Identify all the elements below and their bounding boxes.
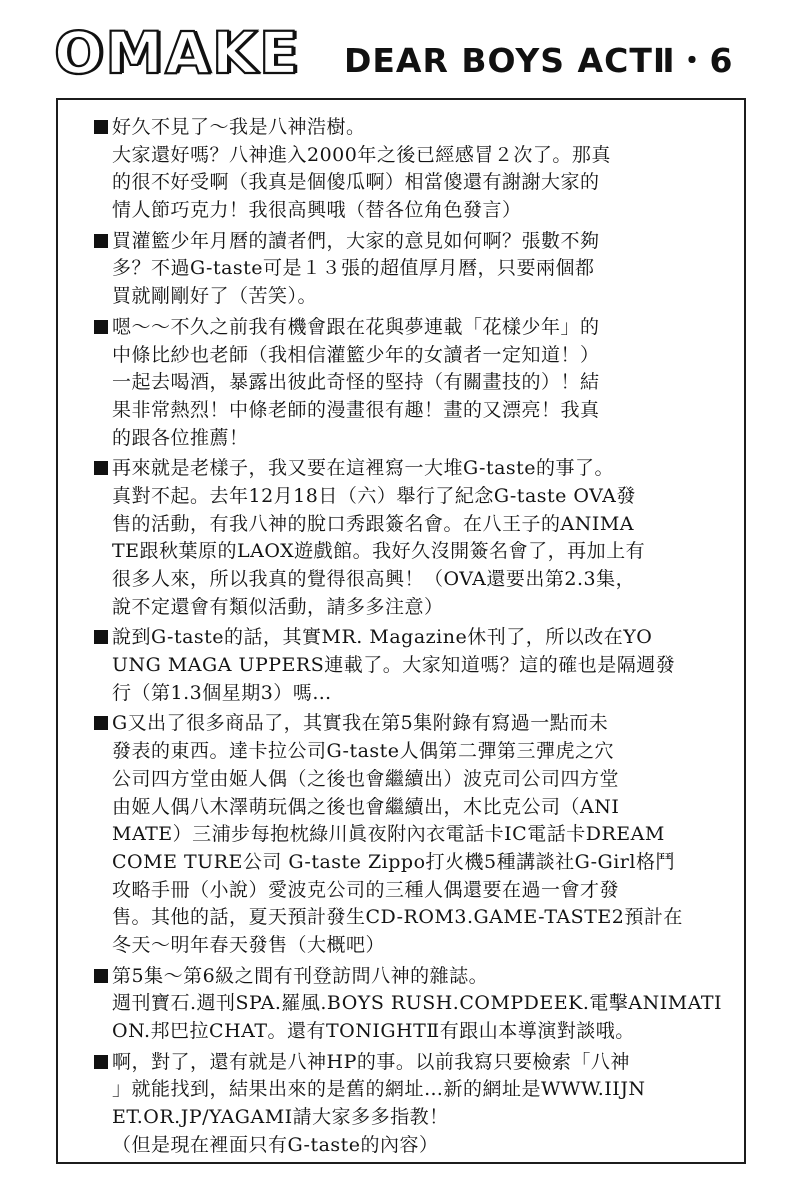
note-line — [94, 397, 734, 425]
note-text: 說不定還會有類似活動，請多多注意） — [112, 595, 444, 618]
note-text: ON.邦巴拉CHAT。還有TONIGHTⅡ有跟山本導演對談哦。 — [112, 1020, 635, 1042]
note-text: 由姬人偶八木澤萌玩偶之後也會繼續出，木比克公司（ANI — [112, 795, 620, 818]
note-line — [94, 1076, 734, 1104]
note-text: 果非常熱烈！中條老師的漫畫很有趣！畫的又漂亮！我真 — [112, 398, 600, 421]
note-line — [94, 197, 734, 225]
note-line — [94, 1132, 734, 1160]
afterword-panel — [56, 98, 746, 1164]
note-line — [94, 766, 734, 794]
note-text: 的跟各位推薦！ — [112, 426, 249, 449]
note-text: 大家還好嗎？八神進入2000年之後已經感冒２次了。那真 — [112, 143, 611, 166]
note-text: 啊，對了，還有就是八神HP的事。以前我寫只要檢索「八神 — [112, 1050, 630, 1073]
note-line — [94, 283, 734, 311]
note-text: 說到G-taste的話，其實MR. Magazine休刊了，所以改在YO — [112, 626, 653, 649]
note-line — [94, 849, 734, 877]
omake-logo: OMAKE — [54, 19, 301, 87]
note-first-line — [94, 963, 734, 991]
note-item — [94, 114, 734, 225]
note-item — [94, 228, 734, 311]
note-text: 售。其他的話，夏天預計發生CD-ROM3.GAME-TASTE2預計在 — [112, 906, 683, 929]
note-text: MATE）三浦步每抱枕綠川眞夜附內衣電話卡IC電話卡DREAM — [112, 823, 665, 846]
note-line — [94, 342, 734, 370]
note-line — [94, 1018, 734, 1046]
series-title: DEAR BOYS ACTⅡ・6 — [344, 41, 734, 80]
note-text: 」就能找到，結果出來的是舊的網址…新的網址是WWW.IIJN — [112, 1078, 646, 1101]
note-text: UNG MAGA UPPERS連載了。大家知道嗎？這的確也是隔週發 — [112, 654, 676, 677]
note-text: 好久不見了～我是八神浩樹。 — [112, 116, 366, 138]
square-bullet-icon — [94, 461, 108, 475]
note-text: COME TURE公司 G-taste Zippo打火機5種講談社G-Girl格鬥 — [112, 850, 675, 873]
note-text: 發表的東西。達卡拉公司G-taste人偶第二彈第三彈虎之穴 — [112, 740, 615, 763]
note-text: 攻略手冊（小說）愛波克公司的三種人偶還要在過一會才發 — [112, 878, 620, 901]
note-text: G又出了很多商品了，其實我在第5集附錄有寫過一點而未 — [112, 712, 609, 735]
note-text: 中條比紗也老師（我相信灌籃少年的女讀者一定知道！） — [112, 343, 600, 366]
note-line — [94, 594, 734, 622]
note-text: 週刊寶石.週刊SPA.羅風.BOYS RUSH.COMPDEEK.電擊ANIMATI — [112, 992, 723, 1015]
note-line — [94, 738, 734, 766]
note-line — [94, 680, 734, 708]
note-line — [94, 425, 734, 453]
note-text: 行（第1.3個星期3）嗎… — [112, 681, 332, 704]
note-item — [94, 314, 734, 452]
page-header — [0, 0, 800, 92]
note-text: 情人節巧克力！我很高興哦（替各位角色發言） — [112, 199, 522, 222]
note-line — [94, 652, 734, 680]
note-line — [94, 1104, 734, 1132]
note-line — [94, 369, 734, 397]
note-line — [94, 255, 734, 283]
note-first-line — [94, 1049, 734, 1077]
note-text: 第5集～第6級之間有刊登訪問八神的雜誌。 — [112, 964, 489, 987]
note-text: 多？不過G-taste可是１３張的超值厚月曆，只要兩個都 — [112, 257, 595, 280]
note-text: 買灌籃少年月曆的讀者們，大家的意見如何啊？張數不夠 — [112, 229, 600, 252]
note-line — [94, 566, 734, 594]
note-line — [94, 511, 734, 539]
note-first-line — [94, 228, 734, 256]
note-line — [94, 877, 734, 905]
note-text: ET.OR.JP/YAGAMI請大家多多指教！ — [112, 1106, 449, 1129]
note-line — [94, 990, 734, 1018]
note-text: 公司四方堂由姬人偶（之後也會繼續出）波克司公司四方堂 — [112, 767, 620, 790]
note-first-line — [94, 114, 734, 142]
note-text: 冬天～明年春天發售（大概吧） — [112, 933, 386, 956]
square-bullet-icon — [94, 716, 108, 730]
note-first-line — [94, 624, 734, 652]
afterword-notes — [94, 114, 734, 1162]
note-text: 嗯～～不久之前我有機會跟在花與夢連載「花樣少年」的 — [112, 315, 600, 338]
note-text: （但是現在裡面只有G-taste的內容） — [112, 1133, 439, 1156]
square-bullet-icon — [94, 630, 108, 644]
note-text: 的很不好受啊（我真是個傻瓜啊）相當傻還有謝謝大家的 — [112, 171, 600, 194]
note-text: 買就剛剛好了（苦笑）。 — [112, 285, 318, 308]
note-text: 售的活動，有我八神的脫口秀跟簽名會。在八王子的ANIMA — [112, 512, 635, 535]
note-line — [94, 538, 734, 566]
note-first-line — [94, 455, 734, 483]
note-first-line — [94, 710, 734, 738]
note-item — [94, 455, 734, 621]
note-first-line — [94, 314, 734, 342]
square-bullet-icon — [94, 320, 108, 334]
note-item — [94, 624, 734, 707]
square-bullet-icon — [94, 234, 108, 248]
note-item — [94, 710, 734, 959]
note-line — [94, 483, 734, 511]
note-line — [94, 794, 734, 822]
note-line — [94, 142, 734, 170]
note-text: TE跟秋葉原的LAOX遊戲館。我好久沒開簽名會了，再加上有 — [112, 540, 646, 563]
note-line — [94, 904, 734, 932]
note-item — [94, 1049, 734, 1160]
square-bullet-icon — [94, 120, 108, 134]
note-line — [94, 169, 734, 197]
square-bullet-icon — [94, 969, 108, 983]
note-text: 很多人來，所以我真的覺得很高興！（OVA還要出第2.3集， — [112, 568, 636, 590]
note-line — [94, 932, 734, 960]
note-text: 再來就是老樣子，我又要在這裡寫一大堆G-taste的事了。 — [112, 457, 615, 480]
note-item — [94, 963, 734, 1046]
note-text: 一起去喝酒，暴露出彼此奇怪的堅持（有關畫技的）！結 — [112, 371, 600, 394]
note-line — [94, 821, 734, 849]
note-text: 真對不起。去年12月18日（六）舉行了紀念G-taste OVA發 — [112, 484, 636, 507]
square-bullet-icon — [94, 1055, 108, 1069]
